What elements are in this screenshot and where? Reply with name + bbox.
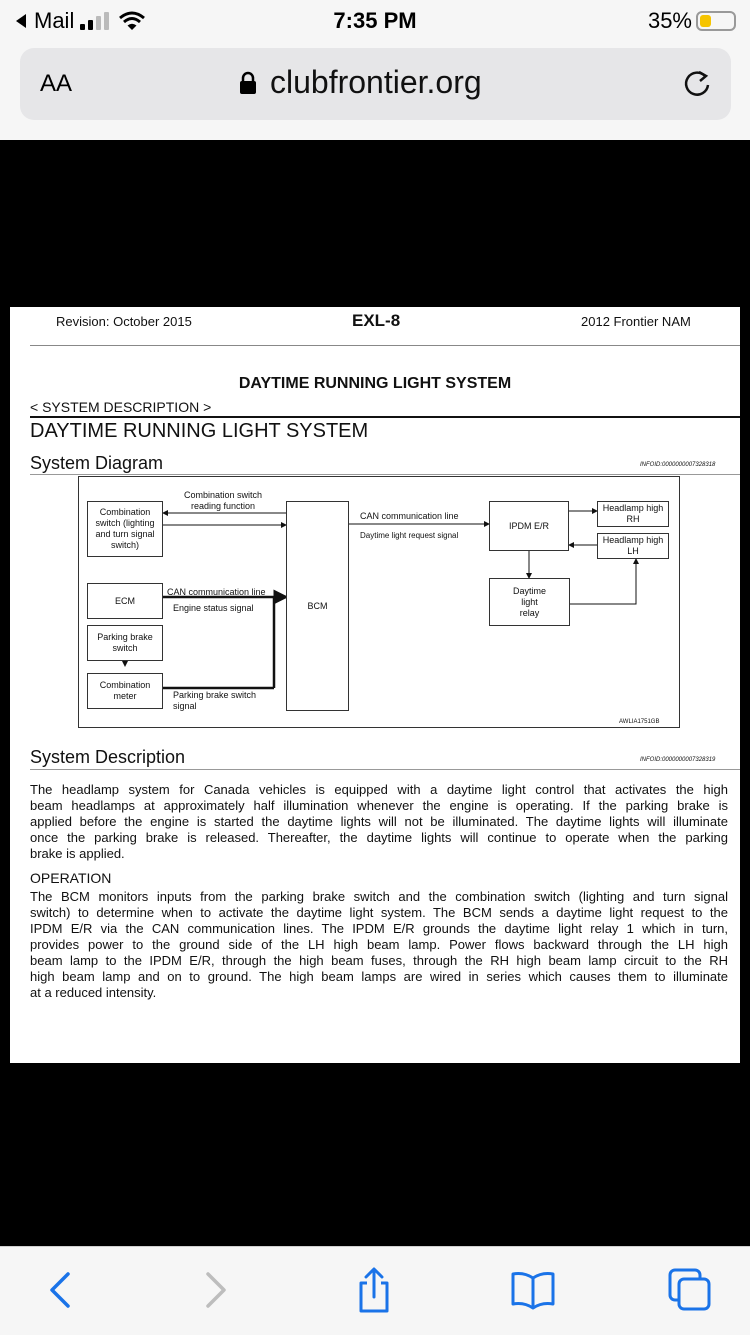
text-line: once the parking brake is released. Thereafter, the daytime lights will continue to operate when the parking xyxy=(30,830,728,845)
system-diagram xyxy=(78,476,680,728)
diagram-headlamp-lh xyxy=(597,533,669,559)
header-revision: Revision: October 2015 xyxy=(56,314,192,329)
diagram-label: ECM xyxy=(115,595,135,606)
diagram-combination-meter xyxy=(87,673,163,709)
tabs-button[interactable] xyxy=(665,1265,715,1315)
diagram-label: RH xyxy=(626,514,640,524)
battery-icon xyxy=(696,11,736,31)
diagram-ecm xyxy=(87,583,163,619)
diagram-can-line-label: CAN communication line xyxy=(360,511,459,521)
diagram-label: Daytime xyxy=(512,585,546,596)
section-rule xyxy=(30,416,740,418)
tabs-icon xyxy=(667,1267,713,1313)
text-line: at a reduced intensity. xyxy=(30,985,157,1000)
diagram-label: switch (lighting xyxy=(95,518,155,528)
diagram-label: Combination switch xyxy=(183,490,263,500)
diagram-label: LH xyxy=(627,546,639,556)
text-line: high beam lamp and on to ground. The high beam lamps are wired in series which causes them to illuminate xyxy=(30,969,728,984)
diagram-label: switch xyxy=(112,643,138,653)
diagram-combination-switch xyxy=(87,501,163,557)
reader-mode-button[interactable]: AA xyxy=(40,70,73,97)
header-page-code: EXL-8 xyxy=(352,311,401,330)
status-time: 7:35 PM xyxy=(333,8,417,33)
bookmarks-button[interactable] xyxy=(508,1265,558,1315)
document-page xyxy=(10,307,740,1063)
diagram-figure-code: AWLIA1751GB xyxy=(619,719,660,725)
description-heading: System Description xyxy=(30,747,186,767)
diagram-heading: System Diagram xyxy=(30,453,164,473)
main-title: DAYTIME RUNNING LIGHT SYSTEM xyxy=(238,375,512,392)
text-line: The BCM monitors inputs from the parking brake switch and the combination switch (lighting and turn signal xyxy=(30,889,728,904)
operation-heading: OPERATION xyxy=(30,870,112,886)
battery-indicator xyxy=(648,8,736,34)
diagram-label: Headlamp high xyxy=(602,503,664,513)
header-model: 2012 Frontier NAM xyxy=(581,314,691,329)
description-heading-rule xyxy=(30,769,740,770)
text-line: switch) to determine when to activate the daytime light system. The BCM sends a daytime light request to the xyxy=(30,905,728,920)
text-line: IPDM E/R via the CAN communication lines. The IPDM E/R grounds the daytime light relay 1 which in turn, xyxy=(30,921,728,936)
diagram-daytime-relay xyxy=(489,578,570,626)
diagram-label: signal xyxy=(173,701,197,711)
diagram-label: light xyxy=(521,596,538,607)
diagram-engine-status-label: Engine status signal xyxy=(173,603,254,613)
diagram-ipdm xyxy=(489,501,569,551)
back-button[interactable] xyxy=(36,1265,86,1315)
text-line: The headlamp system for Canada vehicles is equipped with a daytime light control that activates the high xyxy=(30,782,728,797)
battery-percent: 35% xyxy=(647,8,692,33)
text-line: applied before the engine is started the daytime lights will not be illuminated. The daytime lights will illuminate xyxy=(30,814,728,829)
diagram-info-id: INFOID:0000000007328318 xyxy=(640,462,716,468)
text-line: beam headlamps at approximately half illumination whenever the engine is operating. If the parking brake is xyxy=(30,798,728,813)
diagram-can-line-label-2: CAN communication line xyxy=(167,587,266,597)
browser-top-bar xyxy=(0,0,750,140)
share-button[interactable] xyxy=(349,1265,399,1315)
diagram-label: Headlamp high xyxy=(602,535,664,545)
diagram-label: and turn signal xyxy=(95,529,155,539)
diagram-label: switch) xyxy=(110,540,139,550)
address-bar[interactable] xyxy=(20,48,731,120)
breadcrumb: < SYSTEM DESCRIPTION > xyxy=(30,399,212,415)
description-paragraph xyxy=(30,782,728,862)
url-text: clubfrontier.org xyxy=(270,64,482,100)
back-icon xyxy=(46,1270,76,1310)
reload-icon[interactable] xyxy=(681,68,713,100)
url-display[interactable] xyxy=(238,64,482,101)
section-title: DAYTIME RUNNING LIGHT SYSTEM xyxy=(30,420,369,442)
diagram-bcm xyxy=(286,501,349,711)
diagram-label: IPDM E/R xyxy=(508,520,549,531)
forward-button[interactable] xyxy=(190,1265,240,1315)
diagram-parking-signal-label xyxy=(173,690,256,712)
diagram-label: relay xyxy=(519,607,540,618)
lock-icon xyxy=(238,71,258,95)
battery-fill xyxy=(700,15,711,27)
text-line: brake is applied. xyxy=(30,846,125,861)
forward-icon xyxy=(200,1270,230,1310)
diagram-label: Combination xyxy=(99,680,151,690)
diagram-daytime-request-label: Daytime light request signal xyxy=(360,531,459,540)
header-divider xyxy=(30,345,740,346)
bookmarks-icon xyxy=(510,1270,556,1310)
text-line: provides power to the ground side of the LH high beam lamp. Power flows backward through the LH high xyxy=(30,937,728,952)
diagram-label: meter xyxy=(113,691,137,701)
text-line: beam lamp to the IPDM E/R, through the high beam fuses, through the RH high beam lamp circuit to the RH xyxy=(30,953,728,968)
diagram-headlamp-rh xyxy=(597,501,669,527)
diagram-label: Combination xyxy=(99,507,151,517)
diagram-label: reading function xyxy=(190,501,256,511)
diagram-label: Parking brake xyxy=(97,632,153,642)
back-app-label: Mail xyxy=(34,8,75,33)
description-info-id: INFOID:0000000007328319 xyxy=(640,757,716,763)
share-icon xyxy=(354,1267,394,1313)
diagram-label: Parking brake switch xyxy=(173,690,257,700)
operation-paragraph xyxy=(30,889,728,1001)
diagram-label: BCM xyxy=(307,600,328,611)
diagram-parking-brake-switch xyxy=(87,625,163,661)
browser-toolbar xyxy=(0,1246,750,1335)
diagram-combo-reading-label xyxy=(183,490,263,512)
diagram-heading-rule xyxy=(30,474,740,475)
